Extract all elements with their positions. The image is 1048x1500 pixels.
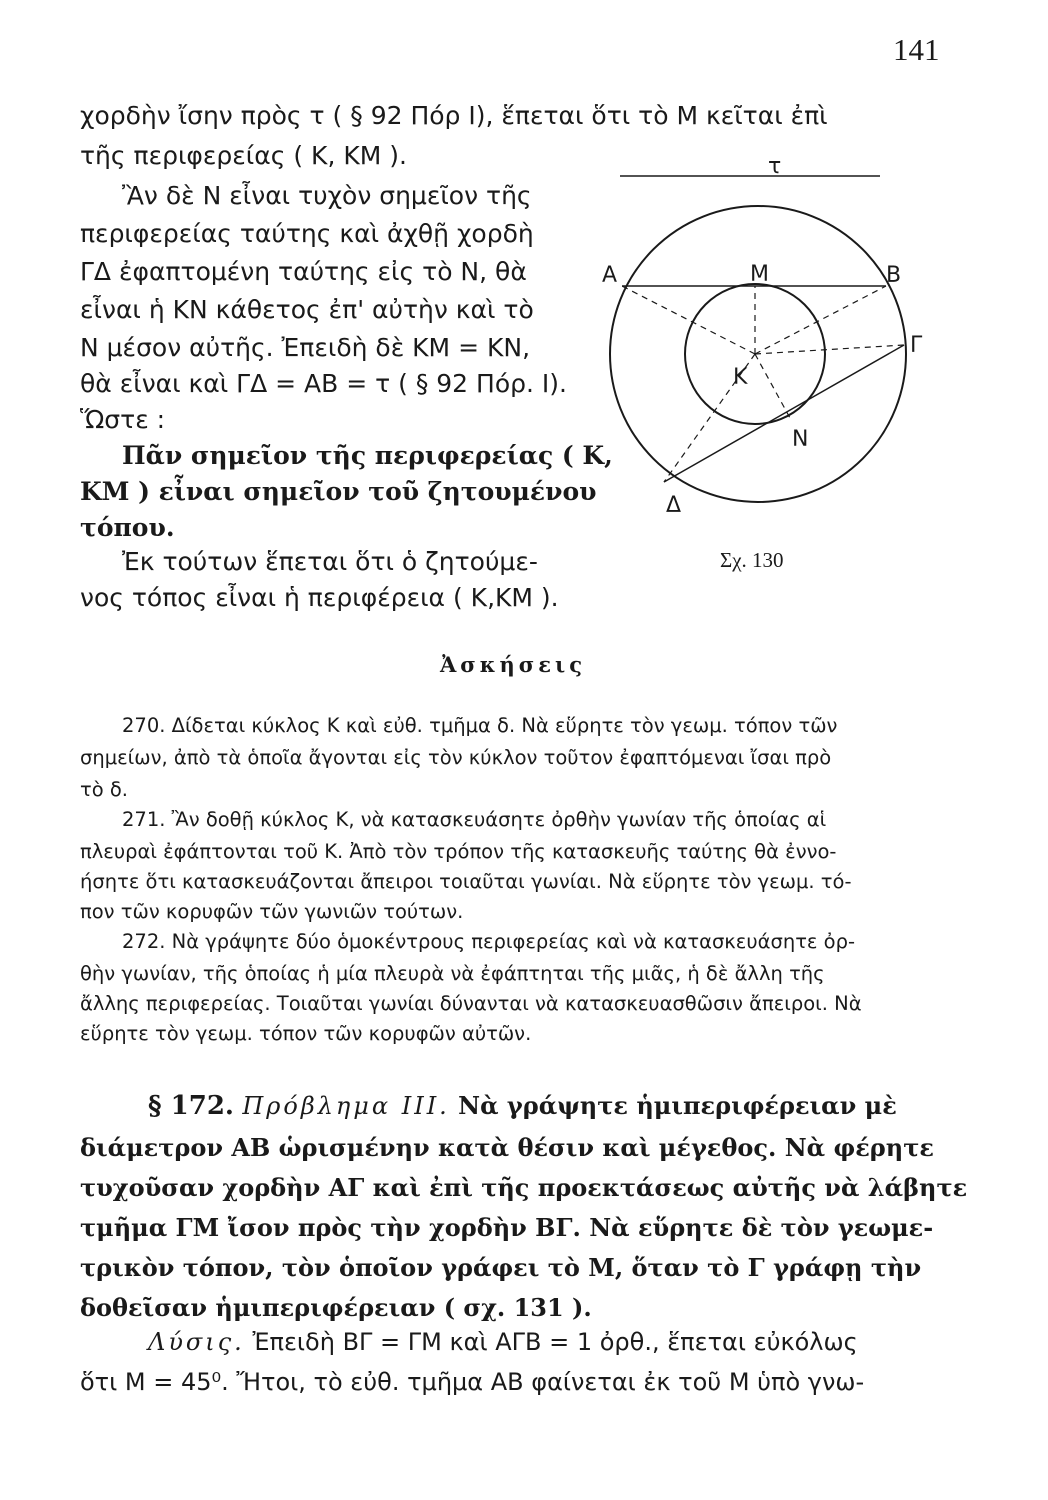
section-number: § 172. — [148, 1091, 234, 1121]
solution-line: ὅτι Μ = 45⁰. Ἤτοι, τὸ εὐθ. τμῆμα ΑΒ φαίνεται ἐκ τοῦ Μ ὑπὸ γνω- — [80, 1368, 865, 1396]
label-m: Μ — [750, 262, 769, 287]
segment-ka — [622, 286, 755, 354]
text-line: εἶναι ἡ ΚΝ κάθετος ἐπ' αὐτὴν καὶ τὸ — [80, 295, 534, 324]
text-line: περιφερείας ταύτης καὶ ἀχθῇ χορδὴ — [80, 219, 534, 248]
exercise-line: πλευραὶ ἐφάπτονται τοῦ Κ. Ἀπὸ τὸν τρόπον τῆς κατασκευῆς ταύτης θὰ ἐννο- — [80, 840, 837, 863]
text-line: χορδὴν ἴσην πρὸς τ ( § 92 Πόρ Ι), ἕπεται ὅτι τὸ Μ κεῖται ἐπὶ — [80, 101, 828, 130]
text-line: νος τόπος εἶναι ἡ περιφέρεια ( Κ,ΚΜ ). — [80, 583, 559, 612]
bold-statement-line: τόπου. — [80, 513, 175, 542]
text-line: θὰ εἶναι καὶ ΓΔ = ΑΒ = τ ( § 92 Πόρ. Ι). — [80, 369, 567, 398]
text-line: Ἂν δὲ Ν εἶναι τυχὸν σημεῖον τῆς — [122, 181, 532, 210]
section-title-line — [148, 1086, 897, 1126]
label-n: Ν — [792, 427, 809, 452]
label-g: Γ — [910, 333, 923, 358]
exercise-line: 271. Ἂν δοθῇ κύκλος Κ, νὰ κατασκευάσητε ὀρθὴν γωνίαν τῆς ὁποίας αἱ — [122, 808, 827, 831]
exercise-line: ήσητε ὅτι κατασκευάζονται ἄπειροι τοιαῦται γωνίαι. Νὰ εὕρητε τὸν γεωμ. τό- — [80, 870, 852, 893]
segment-kg — [755, 345, 904, 354]
solution-line — [148, 1322, 858, 1362]
label-b: Β — [886, 263, 902, 288]
exercises-heading: Ἀσκήσεις — [440, 652, 586, 677]
section-line: δοθεῖσαν ἡμιπεριφέρειαν ( σχ. 131 ). — [80, 1293, 592, 1322]
solution-first-line: Ἐπειδὴ ΒΓ = ΓΜ καὶ ΑΓΒ = 1 ὀρθ., ἕπεται εὐκόλως — [252, 1328, 858, 1356]
label-tau: τ — [768, 158, 782, 179]
bold-statement-line: Πᾶν σημεῖον τῆς περιφερείας ( Κ, — [122, 441, 613, 470]
exercise-line: σημείων, ἀπὸ τὰ ὁποῖα ἄγονται εἰς τὸν κύκλον τοῦτον ἐφαπτόμεναι ἴσαι πρὸ — [80, 746, 832, 769]
text-line: Ἐκ τούτων ἕπεται ὅτι ὁ ζητούμε- — [122, 547, 538, 576]
text-line: Ὥστε : — [80, 405, 166, 434]
segment-kb — [755, 286, 886, 354]
figure-caption: Σχ. 130 — [720, 548, 784, 572]
section-line: τυχοῦσαν χορδὴν ΑΓ καὶ ἐπὶ τῆς προεκτάσεως αὐτῆς νὰ λάβητε — [80, 1173, 968, 1202]
section-label: Πρόβλημα ΙΙΙ. — [242, 1092, 450, 1120]
chord-gd — [664, 345, 904, 482]
exercise-line: θὴν γωνίαν, τῆς ὁποίας ἡ μία πλευρὰ νὰ ἐφάπτηται τῆς μιᾶς, ἡ δὲ ἄλλη τῆς — [80, 962, 825, 985]
exercise-line: ἄλλης περιφερείας. Τοιαῦται γωνίαι δύνανται νὰ κατασκευασθῶσιν ἄπειροι. Νὰ — [80, 992, 862, 1015]
label-k: Κ — [733, 365, 748, 390]
segment-kn — [755, 354, 790, 418]
page-number: 141 — [893, 32, 940, 67]
exercise-line: 272. Νὰ γράψητε δύο ὁμοκέντρους περιφερείας καὶ νὰ κατασκευάσητε ὀρ- — [122, 930, 856, 953]
figure-130 — [560, 158, 960, 538]
text-line: ΓΔ ἐφαπτομένη ταύτης εἰς τὸ Ν, θὰ — [80, 257, 527, 286]
exercise-line: πον τῶν κορυφῶν τῶν γωνιῶν τούτων. — [80, 900, 464, 923]
exercise-line: τὸ δ. — [80, 778, 128, 801]
section-line: διάμετρον ΑΒ ὡρισμένην κατὰ θέσιν καὶ μέγεθος. Νὰ φέρητε — [80, 1133, 934, 1162]
section-line: τρικὸν τόπον, τὸν ὁποῖον γράφει τὸ Μ, ὅταν τὸ Γ γράφῃ τὴν — [80, 1253, 922, 1282]
text-line: Ν μέσον αὐτῆς. Ἐπειδὴ δὲ ΚΜ = ΚΝ, — [80, 333, 531, 362]
exercise-line: 270. Δίδεται κύκλος Κ καὶ εὐθ. τμῆμα δ. Νὰ εὕρητε τὸν γεωμ. τόπον τῶν — [122, 714, 838, 737]
exercise-line: εὕρητε τὸν γεωμ. τόπον τῶν κορυφῶν αὐτῶν. — [80, 1022, 532, 1045]
bold-statement-line: ΚΜ ) εἶναι σημεῖον τοῦ ζητουμένου — [80, 477, 597, 506]
section-line: τμῆμα ΓΜ ἴσον πρὸς τὴν χορδὴν ΒΓ. Νὰ εὕρητε δὲ τὸν γεωμε- — [80, 1213, 934, 1242]
label-a: Α — [602, 263, 618, 288]
section-first-line: Νὰ γράψητε ἡμιπεριφέρειαν μὲ — [458, 1091, 897, 1120]
text-line: τῆς περιφερείας ( Κ, ΚΜ ). — [80, 141, 407, 170]
label-d: Δ — [666, 493, 682, 518]
solution-label: Λύσις. — [148, 1328, 245, 1356]
